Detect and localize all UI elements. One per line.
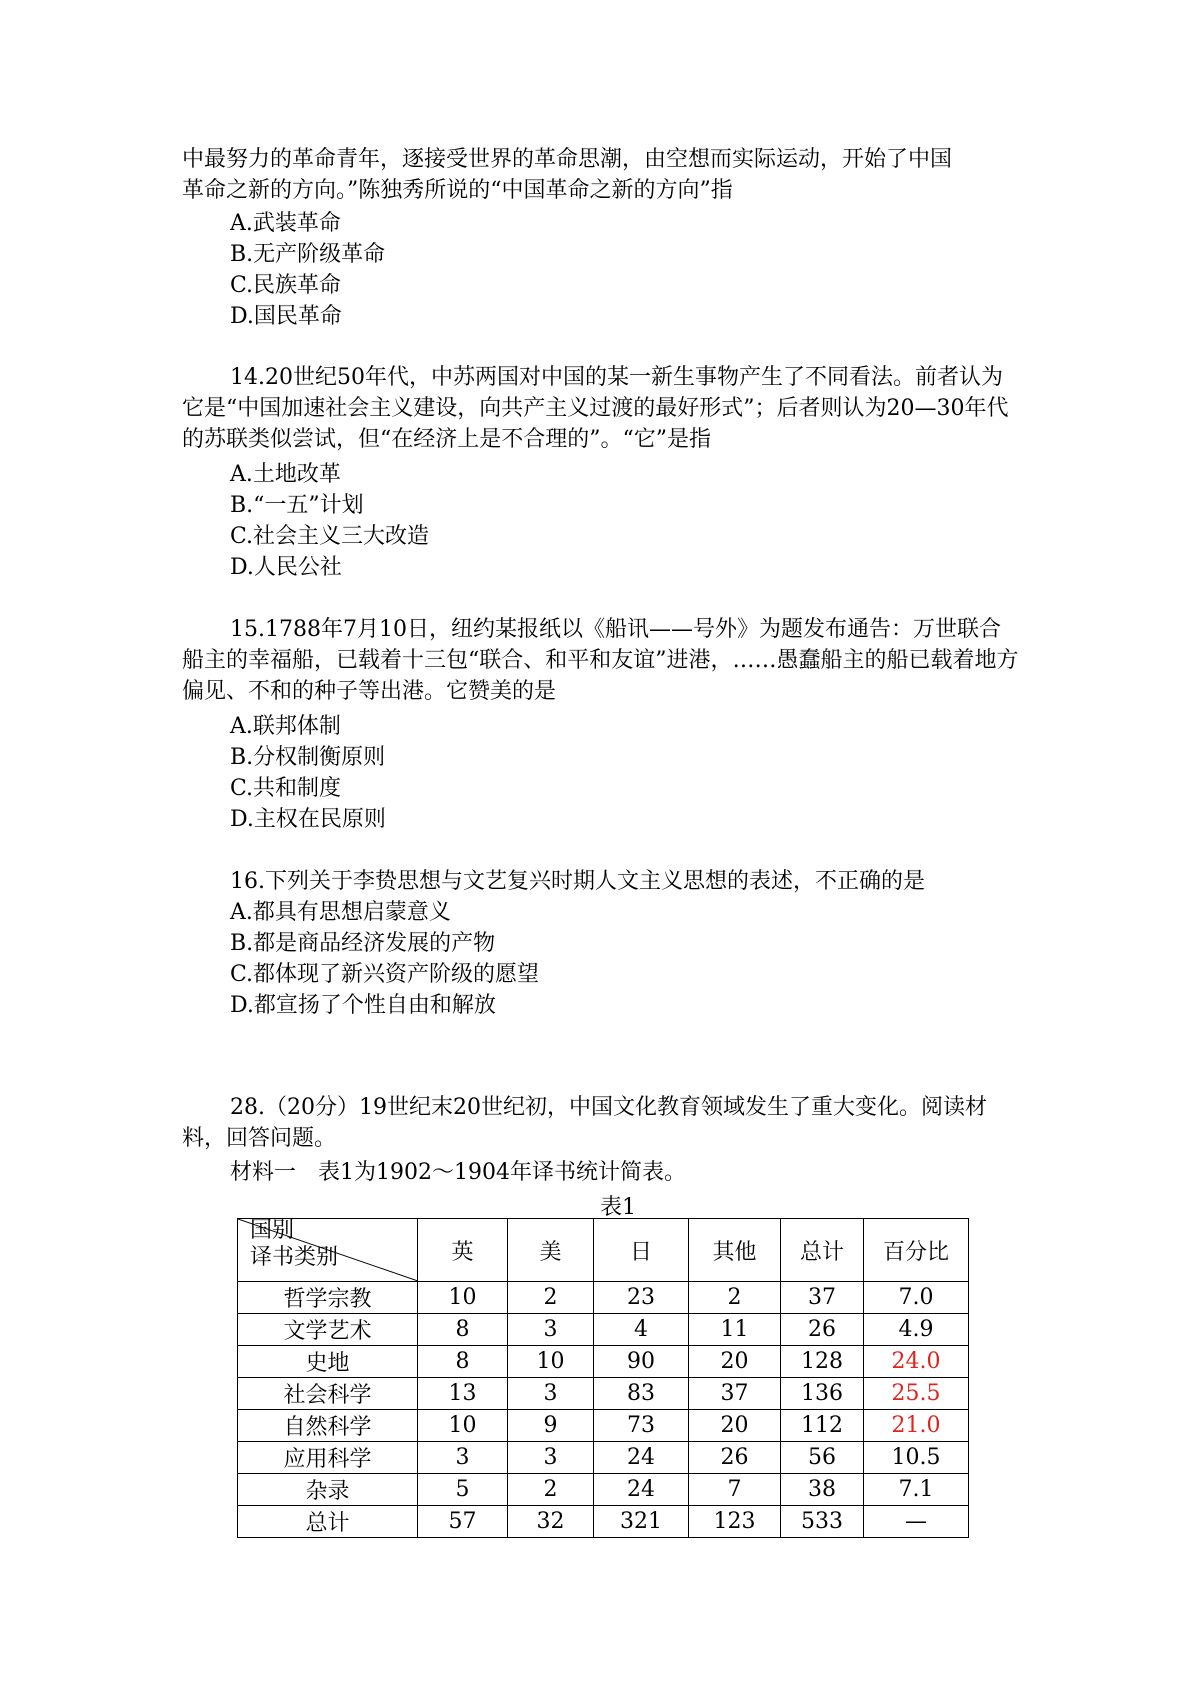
row-label-cell: 自然科学 [238,1410,418,1442]
header-cell: 总计 [781,1219,864,1282]
q14-stem: 14.20世纪50年代，中苏两国对中国的某一新生事物产生了不同看法。前者认为它是“中国加速社会主义建设，向共产主义过渡的最好形式”；后者则认为20—30年代的苏联类似尝试，但“在经济上是不合理的”。“它”是指 [182,365,1009,452]
q15-option-c: C.共和制度 [230,776,342,801]
value-cell: 8 [418,1346,508,1378]
table-row [238,1410,969,1442]
value-cell: 13 [418,1378,508,1410]
table-row [238,1282,969,1314]
value-cell: 37 [689,1378,781,1410]
value-cell: 73 [594,1410,689,1442]
value-cell: 123 [689,1506,781,1538]
value-cell: 112 [781,1410,864,1442]
table-row [238,1378,969,1410]
q14-option-b: B.“一五”计划 [230,493,364,518]
q13-stem-line-1: 中最努力的革命青年，逐接受世界的革命思潮，由空想而实际运动，开始了中国 [182,147,953,172]
value-cell: 4 [594,1314,689,1346]
header-cell: 百分比 [864,1219,969,1282]
percent-cell: 21.0 [864,1410,969,1442]
value-cell: 32 [508,1506,594,1538]
q15-stem: 15.1788年7月10日，纽约某报纸以《船讯——号外》为题发布通告：万世联合船主的幸福船，已载着十三包“联合、和平和友谊”进港，……愚蠢船主的船已载着地方偏见、不和的种子等出港。它赞美的是 [182,617,1019,704]
q13-option-d: D.国民革命 [230,304,342,329]
q16-option-a: A.都具有思想启蒙意义 [230,900,451,925]
value-cell: 20 [689,1346,781,1378]
value-cell: 24 [594,1442,689,1474]
value-cell: 23 [594,1282,689,1314]
value-cell: 128 [781,1346,864,1378]
value-cell: 11 [689,1314,781,1346]
q13-option-a: A.武装革命 [230,211,341,236]
row-label-cell: 哲学宗教 [238,1282,418,1314]
value-cell: 3 [418,1442,508,1474]
table-caption: 表1 [600,1195,636,1220]
row-label-cell: 文学艺术 [238,1314,418,1346]
q28-stem: 28.（20分）19世纪末20世纪初，中国文化教育领域发生了重大变化。阅读材料，回答问题。 [182,1095,987,1151]
value-cell: 136 [781,1378,864,1410]
translation-stats-table [237,1218,969,1538]
value-cell: 2 [689,1282,781,1314]
table-row [238,1506,969,1538]
value-cell: 2 [508,1474,594,1506]
header-cell: 美 [508,1219,594,1282]
q28-material-1: 材料一 表1为1902～1904年译书统计简表。 [230,1160,686,1185]
q16-option-c: C.都体现了新兴资产阶级的愿望 [230,962,540,987]
value-cell: 24 [594,1474,689,1506]
q14-option-d: D.人民公社 [230,555,342,580]
percent-cell: 24.0 [864,1346,969,1378]
row-label-cell: 杂录 [238,1474,418,1506]
q15-option-b: B.分权制衡原则 [230,745,386,770]
value-cell: 57 [418,1506,508,1538]
value-cell: 83 [594,1378,689,1410]
percent-cell: 25.5 [864,1378,969,1410]
value-cell: 5 [418,1474,508,1506]
value-cell: 2 [508,1282,594,1314]
value-cell: 90 [594,1346,689,1378]
value-cell: 3 [508,1442,594,1474]
q15-option-d: D.主权在民原则 [230,807,386,832]
percent-cell: 4.9 [864,1314,969,1346]
corner-label-category: 译书类别 [250,1245,339,1270]
value-cell: 56 [781,1442,864,1474]
table-corner-cell [238,1219,418,1282]
table-row [238,1442,969,1474]
percent-cell: — [864,1506,969,1538]
q14-option-c: C.社会主义三大改造 [230,524,430,549]
row-label-cell: 总计 [238,1506,418,1538]
header-cell: 其他 [689,1219,781,1282]
value-cell: 37 [781,1282,864,1314]
percent-cell: 7.0 [864,1282,969,1314]
value-cell: 9 [508,1410,594,1442]
q16-option-d: D.都宣扬了个性自由和解放 [230,993,496,1018]
q13-option-c: C.民族革命 [230,273,342,298]
q14-option-a: A.土地改革 [230,462,341,487]
q16-option-b: B.都是商品经济发展的产物 [230,931,496,956]
table-row [238,1474,969,1506]
header-cell: 日 [594,1219,689,1282]
value-cell: 3 [508,1378,594,1410]
corner-label-country: 国别 [250,1218,295,1243]
header-cell: 英 [418,1219,508,1282]
value-cell: 10 [418,1282,508,1314]
row-label-cell: 社会科学 [238,1378,418,1410]
row-label-cell: 史地 [238,1346,418,1378]
value-cell: 7 [689,1474,781,1506]
percent-cell: 7.1 [864,1474,969,1506]
value-cell: 10 [508,1346,594,1378]
value-cell: 533 [781,1506,864,1538]
value-cell: 38 [781,1474,864,1506]
value-cell: 26 [781,1314,864,1346]
value-cell: 26 [689,1442,781,1474]
q13-option-b: B.无产阶级革命 [230,242,386,267]
q16-stem: 16.下列关于李贽思想与文艺复兴时期人文主义思想的表述，不正确的是 [230,869,925,894]
value-cell: 3 [508,1314,594,1346]
table-row [238,1314,969,1346]
value-cell: 321 [594,1506,689,1538]
q13-stem [182,144,1022,206]
value-cell: 20 [689,1410,781,1442]
percent-cell: 10.5 [864,1442,969,1474]
q15-option-a: A.联邦体制 [230,714,341,739]
table-row [238,1346,969,1378]
value-cell: 10 [418,1410,508,1442]
value-cell: 8 [418,1314,508,1346]
table-header-row [238,1219,969,1282]
q13-stem-line-2: 革命之新的方向。”陈独秀所说的“中国革命之新的方向”指 [182,178,733,203]
row-label-cell: 应用科学 [238,1442,418,1474]
